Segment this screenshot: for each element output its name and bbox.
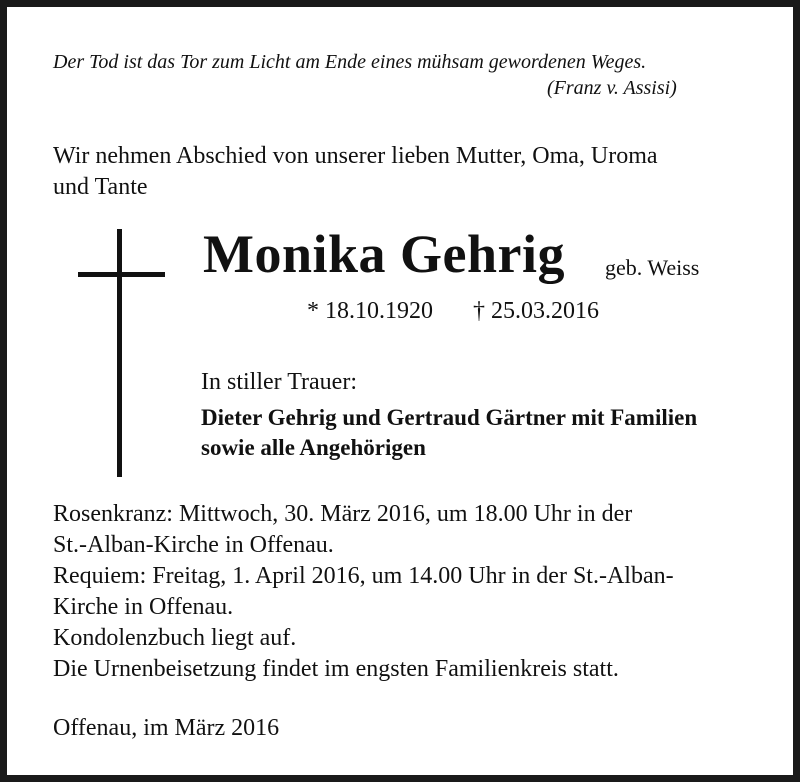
requiem-line: Kirche in Offenau. bbox=[53, 594, 234, 620]
rosary-line: Rosenkranz: Mittwoch, 30. März 2016, um 18.00 Uhr in der bbox=[53, 501, 633, 527]
deceased-name: Monika Gehrig bbox=[203, 224, 566, 284]
farewell-text bbox=[53, 141, 753, 203]
farewell-line: Wir nehmen Abschied von unserer lieben Mutter, Oma, Uroma bbox=[53, 143, 658, 169]
mourners-line: Dieter Gehrig und Gertraud Gärtner mit Familien bbox=[201, 405, 698, 430]
condolence-line: Kondolenzbuch liegt auf. bbox=[53, 625, 297, 651]
place-date: Offenau, im März 2016 bbox=[53, 715, 280, 741]
requiem-line: Requiem: Freitag, 1. April 2016, um 14.00 Uhr in der St.-Alban- bbox=[53, 563, 674, 589]
cross-horizontal-bar bbox=[78, 272, 165, 277]
mourning-intro: In stiller Trauer: bbox=[201, 369, 357, 395]
cross-vertical-bar bbox=[117, 229, 122, 477]
quote-author: (Franz v. Assisi) bbox=[547, 77, 677, 99]
maiden-name: geb. Weiss bbox=[605, 255, 700, 280]
rosary-line: St.-Alban-Kirche in Offenau. bbox=[53, 532, 334, 558]
birth-date: * 18.10.1920 bbox=[307, 298, 433, 324]
quote-text: Der Tod ist das Tor zum Licht am Ende eines mühsam gewordenen Weges. bbox=[53, 51, 647, 73]
service-info bbox=[53, 499, 773, 685]
mourners-line: sowie alle Angehörigen bbox=[201, 435, 426, 460]
mourners-list bbox=[201, 403, 791, 463]
farewell-line: und Tante bbox=[53, 174, 148, 200]
death-date: † 25.03.2016 bbox=[473, 298, 599, 324]
burial-line: Die Urnenbeisetzung findet im engsten Familienkreis statt. bbox=[53, 656, 619, 682]
